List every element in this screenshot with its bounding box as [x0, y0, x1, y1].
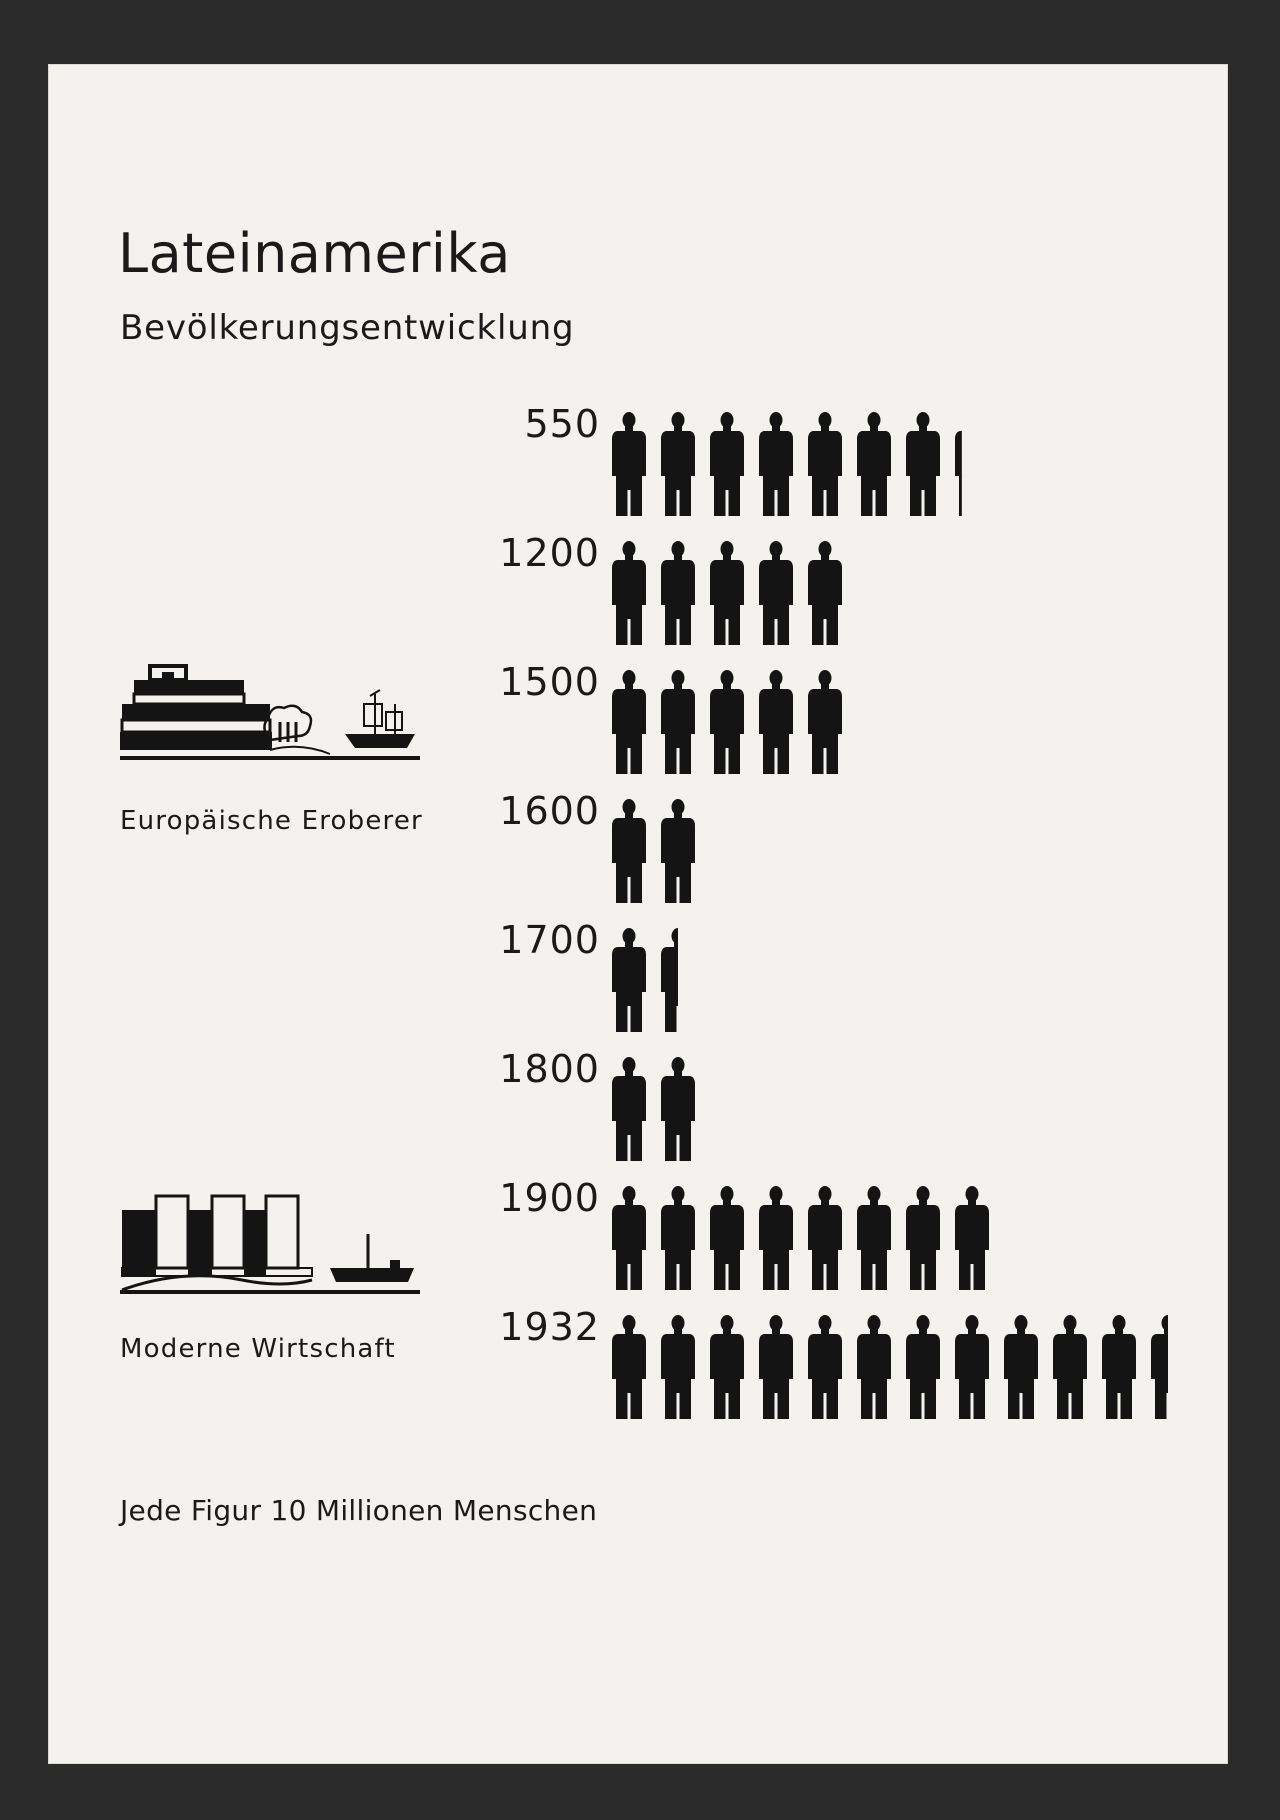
year-label: 1900 — [499, 1176, 600, 1220]
person-figure-icon — [612, 412, 646, 516]
person-figure-icon — [661, 1315, 695, 1419]
chart-title: Lateinamerika — [118, 222, 511, 285]
person-figure-icon — [955, 1186, 989, 1290]
person-figure-icon — [661, 412, 695, 516]
person-figure-icon — [808, 670, 842, 774]
figure-row — [612, 1057, 710, 1161]
person-figure-icon — [612, 541, 646, 645]
person-figure-icon — [759, 412, 793, 516]
person-figure-icon — [710, 1315, 744, 1419]
person-figure-icon — [661, 799, 695, 903]
chart-subtitle: Bevölkerungsentwicklung — [120, 308, 575, 348]
figure-row — [612, 412, 1004, 516]
person-figure-icon — [1151, 1315, 1185, 1419]
year-label: 1200 — [499, 531, 600, 575]
person-figure-icon — [612, 928, 646, 1032]
person-figure-icon — [710, 670, 744, 774]
factory-steamship-icon — [120, 1194, 420, 1294]
year-label: 1600 — [499, 789, 600, 833]
person-figure-icon — [955, 412, 989, 516]
person-figure-icon — [710, 412, 744, 516]
person-figure-icon — [612, 799, 646, 903]
figure-row — [612, 541, 857, 645]
person-figure-icon — [906, 1186, 940, 1290]
person-figure-icon — [857, 1315, 891, 1419]
figure-row — [612, 1186, 1004, 1290]
person-figure-icon — [857, 412, 891, 516]
year-label: 1500 — [499, 660, 600, 704]
person-figure-icon — [857, 1186, 891, 1290]
person-figure-icon — [808, 412, 842, 516]
poster-card — [48, 64, 1228, 1764]
person-figure-icon — [808, 1186, 842, 1290]
person-figure-icon — [1102, 1315, 1136, 1419]
pyramid-ship-icon — [120, 664, 420, 764]
person-figure-icon — [612, 670, 646, 774]
year-label: 550 — [524, 402, 600, 446]
person-figure-icon — [661, 541, 695, 645]
figure-row — [612, 1315, 1200, 1419]
caption-europaeische-eroberer: Europäische Eroberer — [120, 806, 423, 836]
person-figure-icon — [612, 1186, 646, 1290]
figure-row — [612, 670, 857, 774]
person-figure-icon — [759, 541, 793, 645]
chart-footnote: Jede Figur 10 Millionen Menschen — [120, 1494, 598, 1527]
person-figure-icon — [808, 1315, 842, 1419]
person-figure-icon — [612, 1315, 646, 1419]
year-label: 1932 — [499, 1305, 600, 1349]
figure-row — [612, 799, 710, 903]
person-figure-icon — [661, 670, 695, 774]
year-label: 1800 — [499, 1047, 600, 1091]
person-figure-icon — [906, 1315, 940, 1419]
person-figure-icon — [1053, 1315, 1087, 1419]
person-figure-icon — [759, 1315, 793, 1419]
person-figure-icon — [710, 1186, 744, 1290]
caption-moderne-wirtschaft: Moderne Wirtschaft — [120, 1334, 396, 1364]
person-figure-icon — [759, 670, 793, 774]
person-figure-icon — [808, 541, 842, 645]
person-figure-icon — [759, 1186, 793, 1290]
person-figure-icon — [1004, 1315, 1038, 1419]
person-figure-icon — [955, 1315, 989, 1419]
figure-row — [612, 928, 710, 1032]
person-figure-icon — [612, 1057, 646, 1161]
person-figure-icon — [661, 928, 695, 1032]
year-label: 1700 — [499, 918, 600, 962]
person-figure-icon — [661, 1186, 695, 1290]
person-figure-icon — [906, 412, 940, 516]
person-figure-icon — [710, 541, 744, 645]
person-figure-icon — [661, 1057, 695, 1161]
